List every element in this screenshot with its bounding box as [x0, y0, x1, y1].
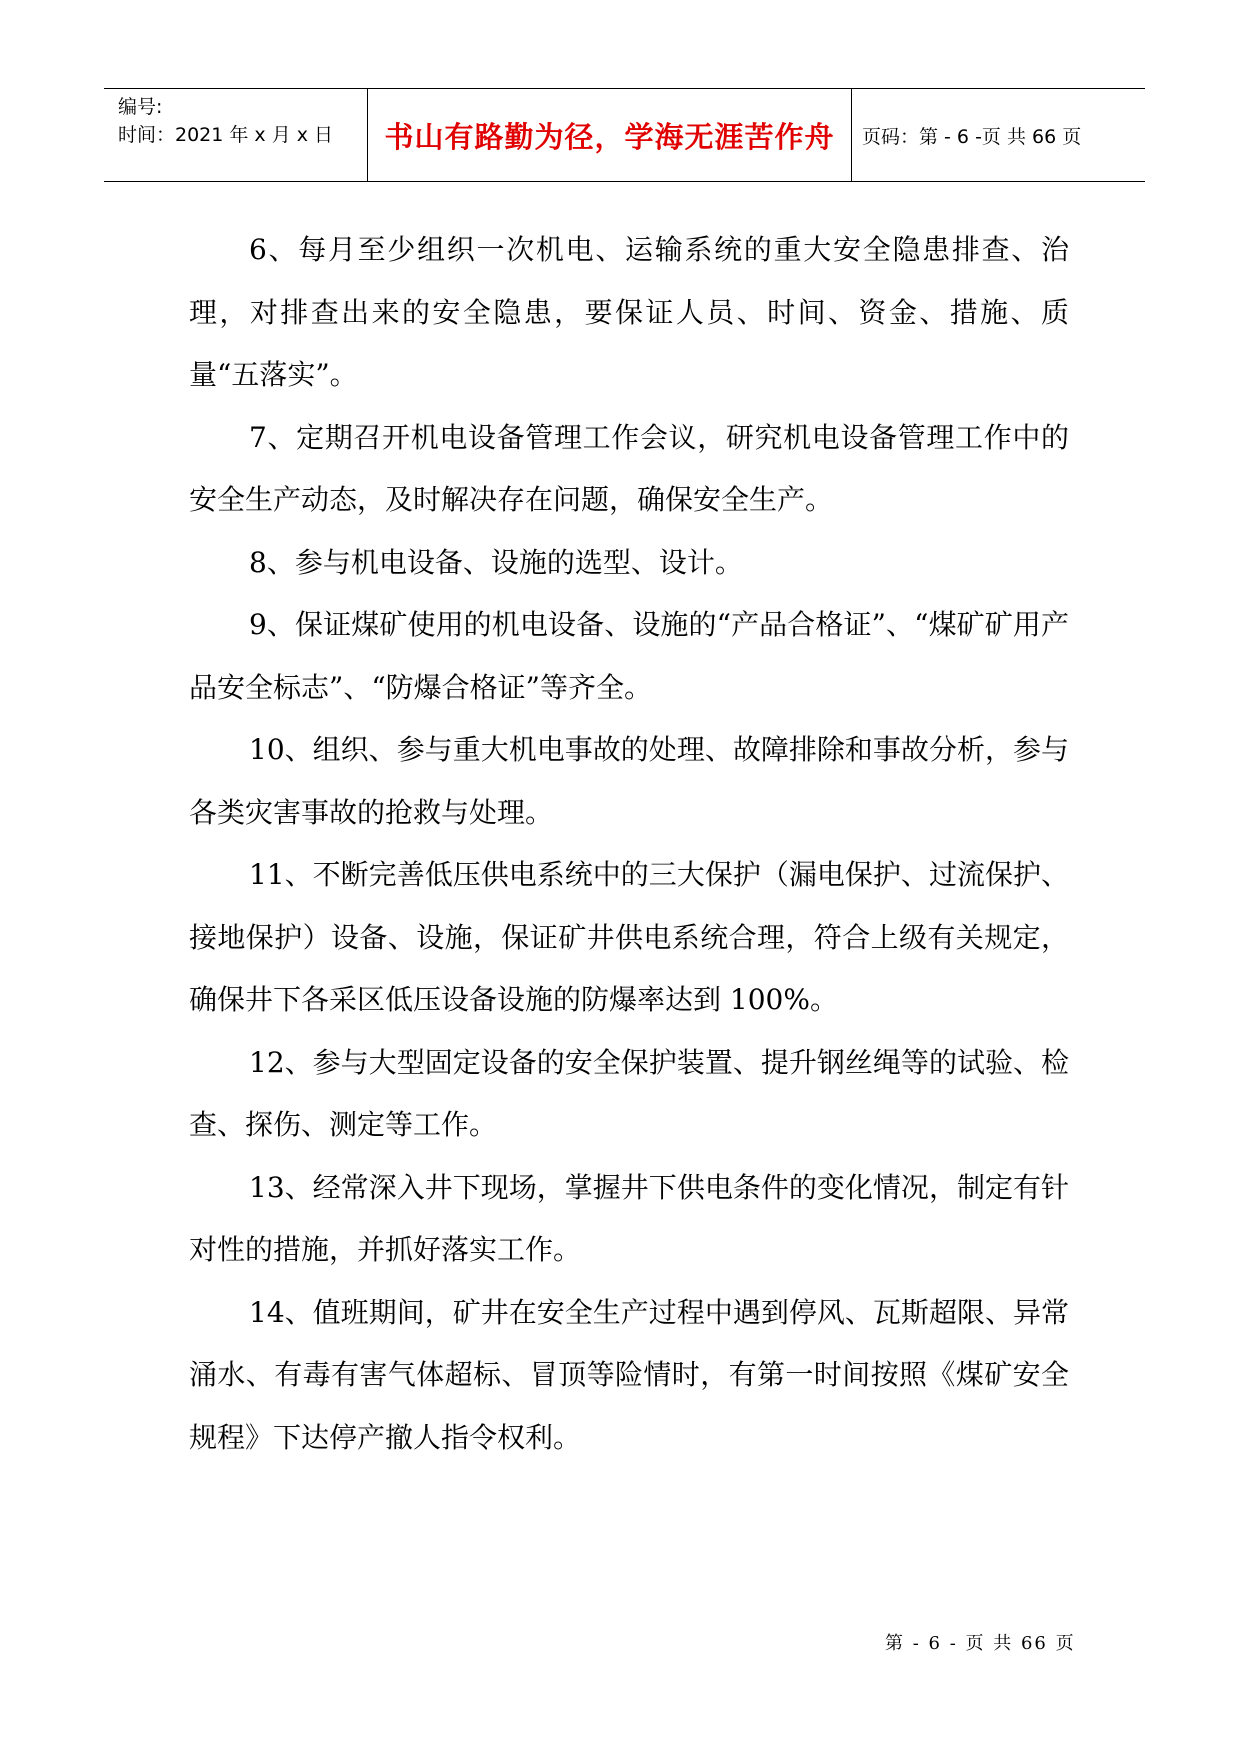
page-footer: 第 - 6 - 页 共 66 页: [885, 1633, 1076, 1654]
paragraph-item-12: 12、参与大型固定设备的安全保护装置、提升钢丝绳等的试验、检查、探伤、测定等工作。: [189, 1045, 1069, 1141]
header-page-number: 页码：第 - 6 -页 共 66 页: [862, 125, 1082, 148]
paragraph-item-8: 8、参与机电设备、设施的选型、设计。: [249, 545, 743, 579]
paragraph-item-13: 13、经常深入井下现场，掌握井下供电条件的变化情况，制定有针对性的措施，并抓好落实工作。: [189, 1170, 1069, 1266]
paragraph-item-10: 10、组织、参与重大机电事故的处理、故障排除和事故分析，参与各类灾害事故的抢救与处理。: [189, 733, 1069, 829]
header-page-cell: [852, 89, 1145, 181]
document-body: [189, 219, 1069, 1469]
paragraph-item-7: 7、定期召开机电设备管理工作会议，研究机电设备管理工作中的安全生产动态，及时解决存在问题，确保安全生产。: [189, 420, 1069, 516]
header-motto: 书山有路勤为径，学海无涯苦作舟: [384, 119, 835, 154]
header-motto-cell: [368, 89, 852, 181]
document-time-label: 时间：2021 年 x 月 x 日: [118, 124, 334, 146]
paragraph-item-9: 9、保证煤矿使用的机电设备、设施的“产品合格证”、“煤矿矿用产品安全标志”、“防爆合格证”等齐全。: [189, 608, 1069, 704]
paragraph-item-6: 6、每月至少组织一次机电、运输系统的重大安全隐患排查、治理，对排查出来的安全隐患，要保证人员、时间、资金、措施、质量“五落实”。: [189, 233, 1069, 391]
page-header: [104, 88, 1145, 182]
document-number-label: 编号:: [118, 96, 163, 118]
header-meta-cell: [104, 89, 368, 181]
paragraph-item-14: 14、值班期间，矿井在安全生产过程中遇到停风、瓦斯超限、异常涌水、有毒有害气体超标、冒顶等险情时，有第一时间按照《煤矿安全规程》下达停产撤人指令权利。: [189, 1295, 1069, 1454]
paragraph-item-11: 11、不断完善低压供电系统中的三大保护（漏电保护、过流保护、接地保护）设备、设施，保证矿井供电系统合理，符合上级有关规定，确保井下各采区低压设备设施的防爆率达到 100%。: [189, 858, 1069, 1016]
